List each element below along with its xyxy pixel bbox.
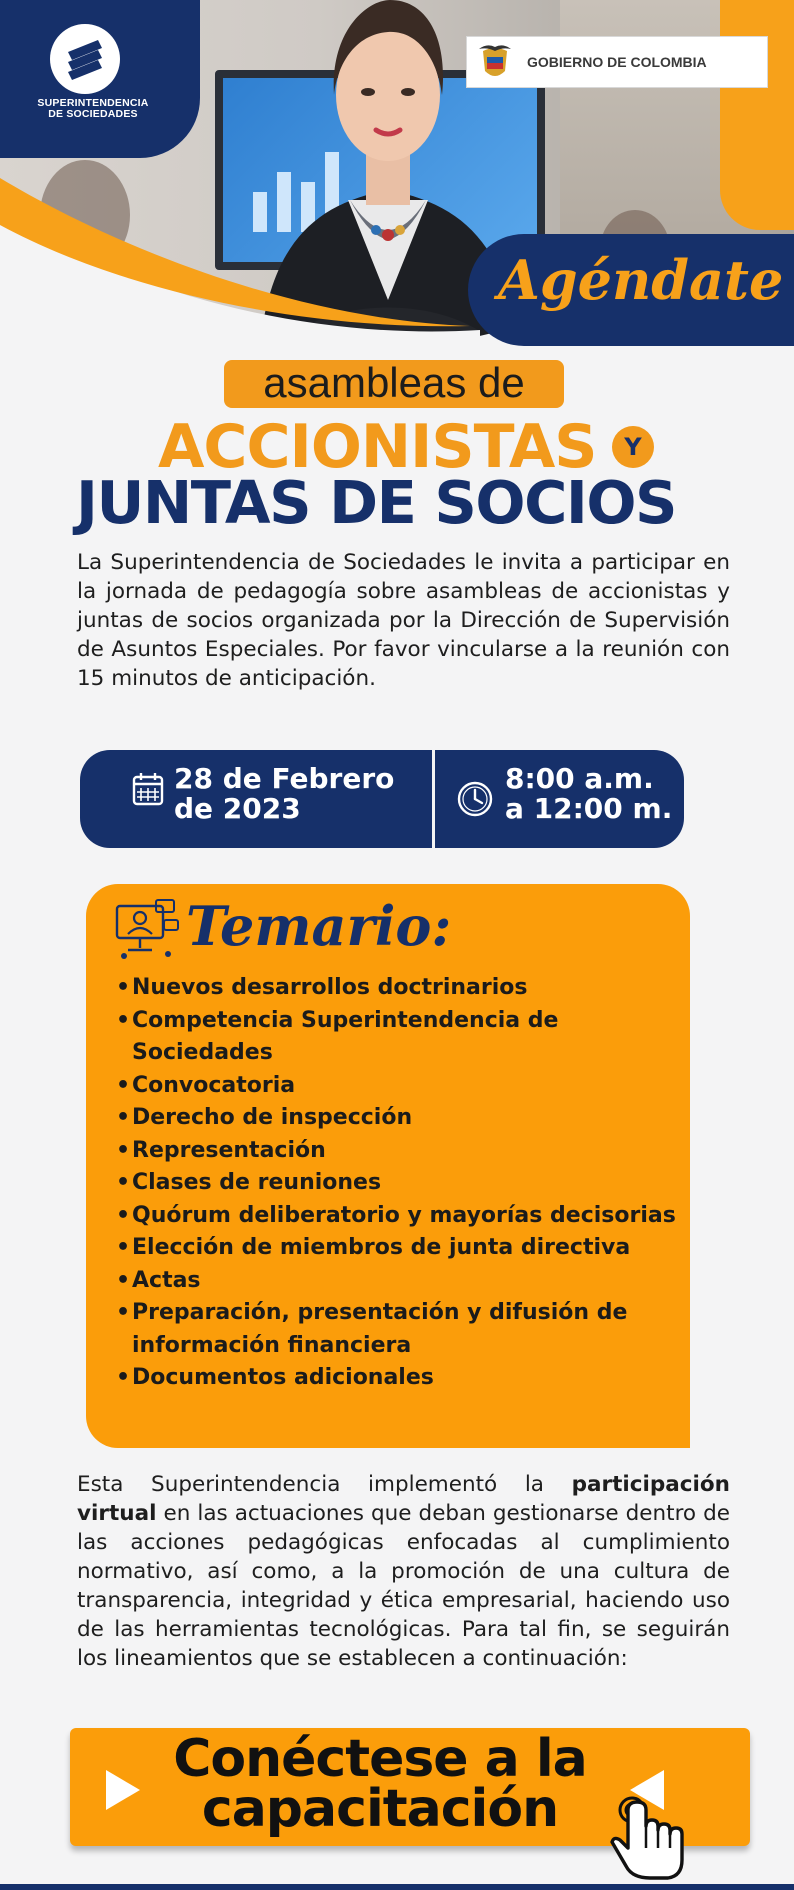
subtitle-pill [224, 360, 564, 408]
event-date-bar [80, 750, 684, 848]
title-juntas: JUNTAS DE SOCIOS [76, 468, 676, 537]
clock-icon [456, 780, 494, 818]
agendate-text: Agéndate [498, 248, 784, 312]
list-item: • Nuevos desarrollos doctrinarios [116, 972, 676, 1005]
logo-mark-icon [50, 24, 120, 94]
list-item: • Documentos adicionales [116, 1362, 676, 1395]
logo-text: SUPERINTENDENCIA DE SOCIEDADES [37, 97, 149, 120]
play-right-icon [106, 1770, 140, 1810]
event-date: 28 de Febrero de 2023 [174, 762, 395, 825]
video-conference-icon [114, 898, 180, 960]
hand-pointer-icon [610, 1790, 690, 1880]
logo-panel [0, 0, 200, 158]
supersociedades-logo [50, 24, 120, 94]
closing-emphasis: participación virtual [77, 1472, 730, 1526]
hero-banner [0, 0, 794, 360]
list-item: • Preparación, presentación y difusión de información financiera [116, 1297, 676, 1362]
temario-card [86, 884, 690, 1448]
title-connector: Y [612, 426, 654, 468]
list-item: • Convocatoria [116, 1070, 676, 1103]
subtitle-text: asambleas de [263, 359, 525, 406]
list-item: • Quórum deliberatorio y mayorías decisorias [116, 1200, 676, 1233]
temario-list [116, 972, 676, 1395]
connect-button-label: Conéctese a la capacitación [173, 1729, 587, 1839]
date-block [80, 750, 430, 848]
footer-line [0, 1884, 794, 1890]
gobierno-label: GOBIERNO DE COLOMBIA [527, 54, 707, 70]
intro-paragraph: La Superintendencia de Sociedades le invita a participar en la jornada de pedagogía sobre asambleas de accionistas y juntas de socios organizada por la Dirección de Supervisión de Asuntos Especiales. Por favor vincularse a la reunión con 15 minutos de anticipación. [77, 550, 730, 691]
closing-paragraph: Esta Superintendencia implementó la participación virtual en las actuaciones que deban gestionarse dentro de las acciones pedagógicas enfocadas al cumplimiento normativo, así como, a la promoción de una cultura de transparencia, integridad y ética empresarial, haciendo uso de las herramientas tecnológicas. Para tal fin, se seguirán los lineamientos que se establecen a continuación: [77, 1472, 730, 1671]
colombia-shield-icon [477, 43, 513, 83]
event-time: 8:00 a.m. a 12:00 m. [505, 762, 673, 825]
agendate-banner [468, 234, 794, 346]
gobierno-badge [466, 36, 768, 88]
temario-title: Temario: [186, 894, 452, 958]
list-item: • Elección de miembros de junta directiva [116, 1232, 676, 1265]
list-item: • Derecho de inspección [116, 1102, 676, 1135]
list-item: • Representación [116, 1135, 676, 1168]
list-item: • Competencia Superintendencia de Sociedades [116, 1005, 676, 1070]
list-item: • Actas [116, 1265, 676, 1298]
list-item: • Clases de reuniones [116, 1167, 676, 1200]
orange-corner-accent [720, 0, 794, 230]
calendar-icon [132, 772, 164, 806]
date-time-divider [432, 750, 435, 848]
title-accionistas: ACCIONISTAS [158, 412, 597, 482]
